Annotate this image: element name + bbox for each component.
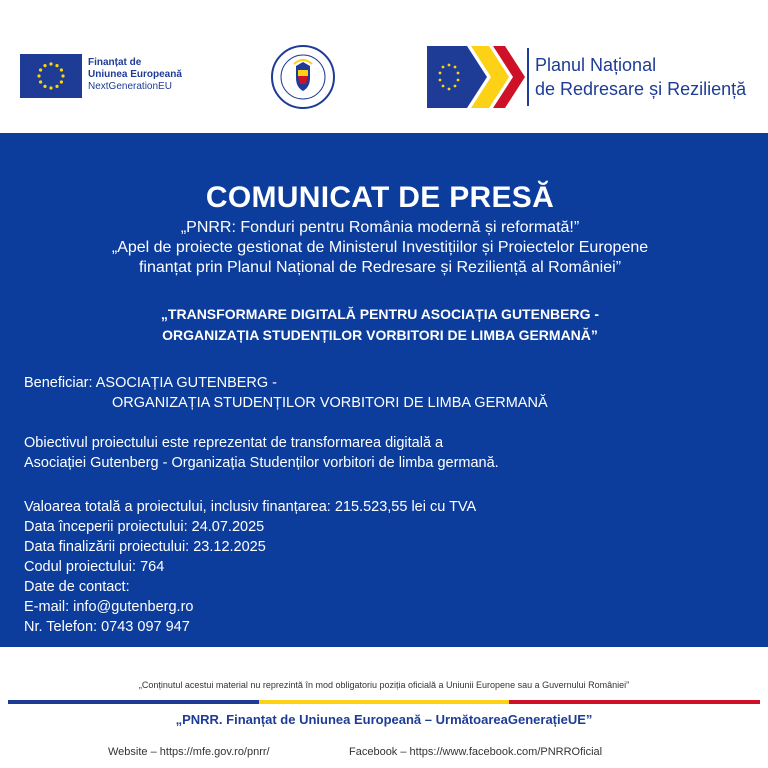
disclaimer: „Conținutul acestui material nu reprezintă în mod obligatoriu poziția oficială a Uniunii Europene sau a Guvernului României” <box>138 680 630 690</box>
tricolor-blue <box>8 700 259 704</box>
tricolor-divider <box>8 700 760 704</box>
project-title-line: ORGANIZAȚIA STUDENȚILOR VORBITORI DE LIMBA GERMANĂ” <box>162 327 598 343</box>
detail-start-date: Data începerii proiectului: 24.07.2025 <box>24 519 265 535</box>
eu-logo-line1: Finanțat de <box>88 57 142 68</box>
subtitle-line: „Apel de proiecte gestionat de Ministerul Investițiilor și Proiectelor Europene <box>111 239 649 256</box>
tricolor-yellow <box>259 700 509 704</box>
project-title <box>0 304 760 346</box>
subtitle-line: „PNRR: Fonduri pentru România modernă și reformată!” <box>180 219 580 236</box>
detail-phone: Nr. Telefon: 0743 097 947 <box>24 619 190 635</box>
facebook-link[interactable]: Facebook – https://www.facebook.com/PNRROficial <box>349 746 603 758</box>
subtitle <box>0 218 760 278</box>
eu-logo-line2: Uniunea Europeană <box>88 69 182 80</box>
tricolor-red <box>509 700 760 704</box>
objective-line: Obiectivul proiectului este reprezentat de transformarea digitală a <box>24 435 444 451</box>
pnrr-logo-line1: Planul Național <box>535 55 657 75</box>
subtitle-line: finanțat prin Planul Național de Redresare și Reziliență al României” <box>138 259 622 276</box>
project-details <box>24 497 476 637</box>
detail-email: E-mail: info@gutenberg.ro <box>24 599 194 615</box>
detail-contact-heading: Date de contact: <box>24 579 130 595</box>
pnrr-logo-divider <box>527 48 529 106</box>
footer-links <box>0 746 768 760</box>
beneficiary-line2: ORGANIZAȚIA STUDENȚILOR VORBITORI DE LIMBA GERMANĂ <box>112 395 548 411</box>
objective-line: Asociației Gutenberg - Organizația Studenților vorbitori de limba germană. <box>24 455 499 471</box>
website-link[interactable]: Website – https://mfe.gov.ro/pnrr/ <box>108 746 270 758</box>
project-objective <box>24 433 499 473</box>
pnrr-logo-line2: de Redresare și Reziliență <box>535 79 747 99</box>
eu-logo-line3: NextGenerationEU <box>88 81 172 92</box>
beneficiary <box>24 373 548 413</box>
press-release-panel <box>0 133 768 647</box>
project-title-line: „TRANSFORMARE DIGITALĂ PENTRU ASOCIAȚIA GUTENBERG - <box>160 306 600 322</box>
detail-total-value: Valoarea totală a proiectului, inclusiv finanțarea: 215.523,55 lei cu TVA <box>24 499 477 515</box>
footer-slogan: „PNRR. Finanțat de Uniunea Europeană – UrmătoareaGenerațieUE” <box>175 712 593 727</box>
romanian-government-seal-icon <box>270 44 336 110</box>
header <box>0 0 768 133</box>
eu-flag-icon <box>20 54 82 98</box>
beneficiary-line1: Beneficiar: ASOCIAȚIA GUTENBERG - <box>24 375 278 391</box>
pnrr-logo-text <box>535 53 746 101</box>
detail-end-date: Data finalizării proiectului: 23.12.2025 <box>24 539 266 555</box>
detail-project-code: Codul proiectului: 764 <box>24 559 165 575</box>
eu-logo-text <box>88 57 182 93</box>
pnrr-logo-icon <box>427 46 527 108</box>
page-title: COMUNICAT DE PRESĂ <box>205 181 555 214</box>
